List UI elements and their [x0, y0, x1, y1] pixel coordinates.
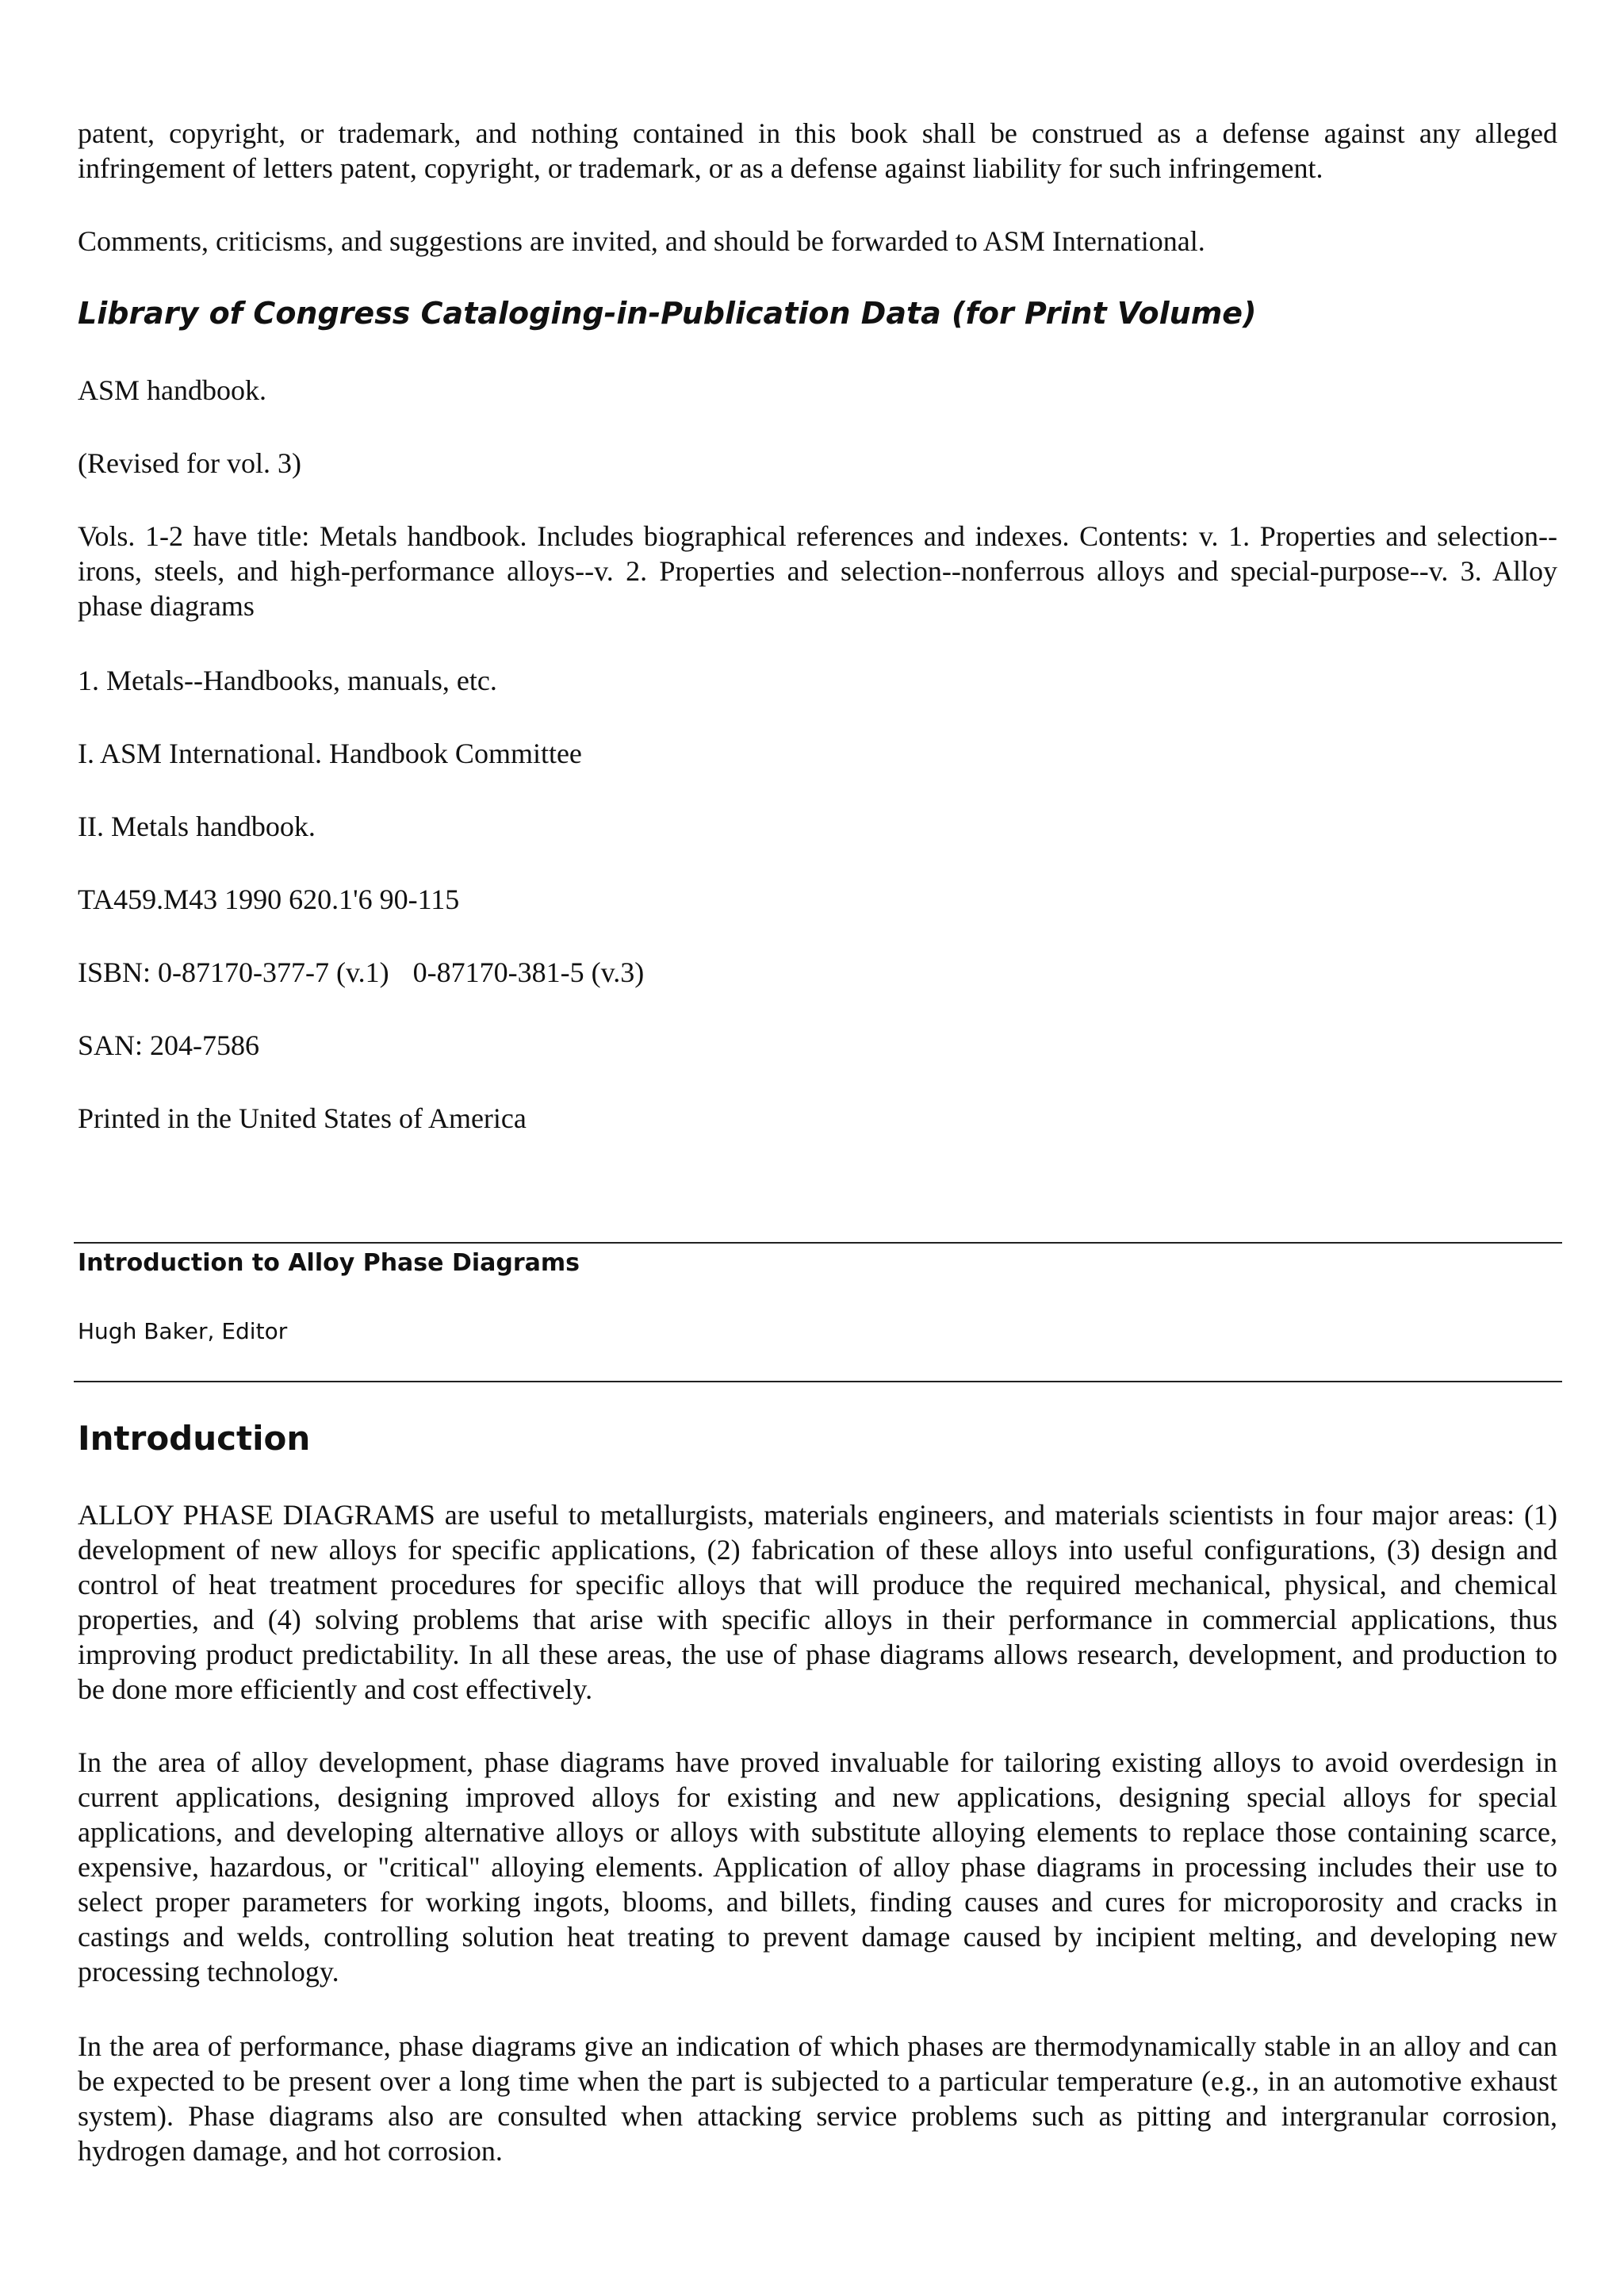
- chapter-editor: Hugh Baker, Editor: [78, 1318, 288, 1344]
- isbn-volume-1: ISBN: 0-87170-377-7 (v.1): [78, 956, 389, 988]
- cip-call-number: TA459.M43 1990 620.1'6 90-115: [78, 884, 460, 915]
- bottom-divider: [74, 1381, 1562, 1382]
- cip-contents-note: Vols. 1-2 have title: Metals handbook. Includes biographical references and indexes. Contents: v. 1. Properties and selection--irons, steels, and high-performance alloys--v. 2. Properties and selection--nonferrous alloys and special-purpose--v. 3. Alloy phase diagrams: [78, 520, 1557, 622]
- intro-paragraph-2: In the area of alloy development, phase diagrams have proved invaluable for tailoring existing alloys to avoid overdesign in current applications, designing improved alloys for existing and new applications, designing special alloys for special applications, and developing alternative alloys or alloys with substitute alloying elements to replace those containing scarce, expensive, hazardous, or "critical" alloying elements. Application of alloy phase diagrams in processing includes their use to select proper parameters for working ingots, blooms, and billets, finding causes and cures for microporosity and cracks in castings and welds, controlling solution heat treating to prevent damage caused by incipient melting, and developing new processing technology.: [78, 1746, 1557, 1987]
- cip-san: SAN: 204-7586: [78, 1029, 260, 1061]
- disclaimer-paragraph: patent, copyright, or trademark, and nothing contained in this book shall be construed as a defense against any alleged infringement of letters patent, copyright, or trademark, or as a defense against liability for such infringement.: [78, 117, 1557, 184]
- intro-paragraph-3: In the area of performance, phase diagrams give an indication of which phases are thermodynamically stable in an alloy and can be expected to be present over a long time when the part is subjected to a particular temperature (e.g., in an automotive exhaust system). Phase diagrams also are consulted when attacking service problems such as pitting and intergranular corrosion, hydrogen damage, and hot corrosion.: [78, 2030, 1557, 2167]
- cip-revised: (Revised for vol. 3): [78, 447, 301, 479]
- intro-paragraph-1: ALLOY PHASE DIAGRAMS are useful to metallurgists, materials engineers, and materials scientists in four major areas: (1) development of new alloys for specific applications, (2) fabrication of these alloys into useful configurations, (3) design and control of heat treatment procedures for specific alloys that will produce the required mechanical, physical, and chemical properties, and (4) solving problems that arise with specific alloys in their performance in commercial applications, thus improving product predictability. In all these areas, the use of phase diagrams allows research, development, and production to be done more efficiently and cost effectively.: [78, 1499, 1557, 1705]
- cip-subject: 1. Metals--Handbooks, manuals, etc.: [78, 665, 497, 696]
- cip-entry-2: II. Metals handbook.: [78, 811, 316, 842]
- cip-heading: Library of Congress Cataloging-in-Publication Data (for Print Volume): [78, 296, 1257, 331]
- section-heading: Introduction: [78, 1419, 311, 1458]
- comments-paragraph: Comments, criticisms, and suggestions are invited, and should be forwarded to ASM International.: [78, 225, 1205, 257]
- chapter-title: Introduction to Alloy Phase Diagrams: [78, 1249, 580, 1277]
- cip-title: ASM handbook.: [78, 374, 267, 406]
- cip-entry-1: I. ASM International. Handbook Committee: [78, 738, 582, 769]
- cip-printed: Printed in the United States of America: [78, 1102, 527, 1134]
- top-divider: [74, 1242, 1562, 1244]
- isbn-volume-3: 0-87170-381-5 (v.3): [412, 956, 645, 988]
- cip-isbn: [78, 955, 644, 990]
